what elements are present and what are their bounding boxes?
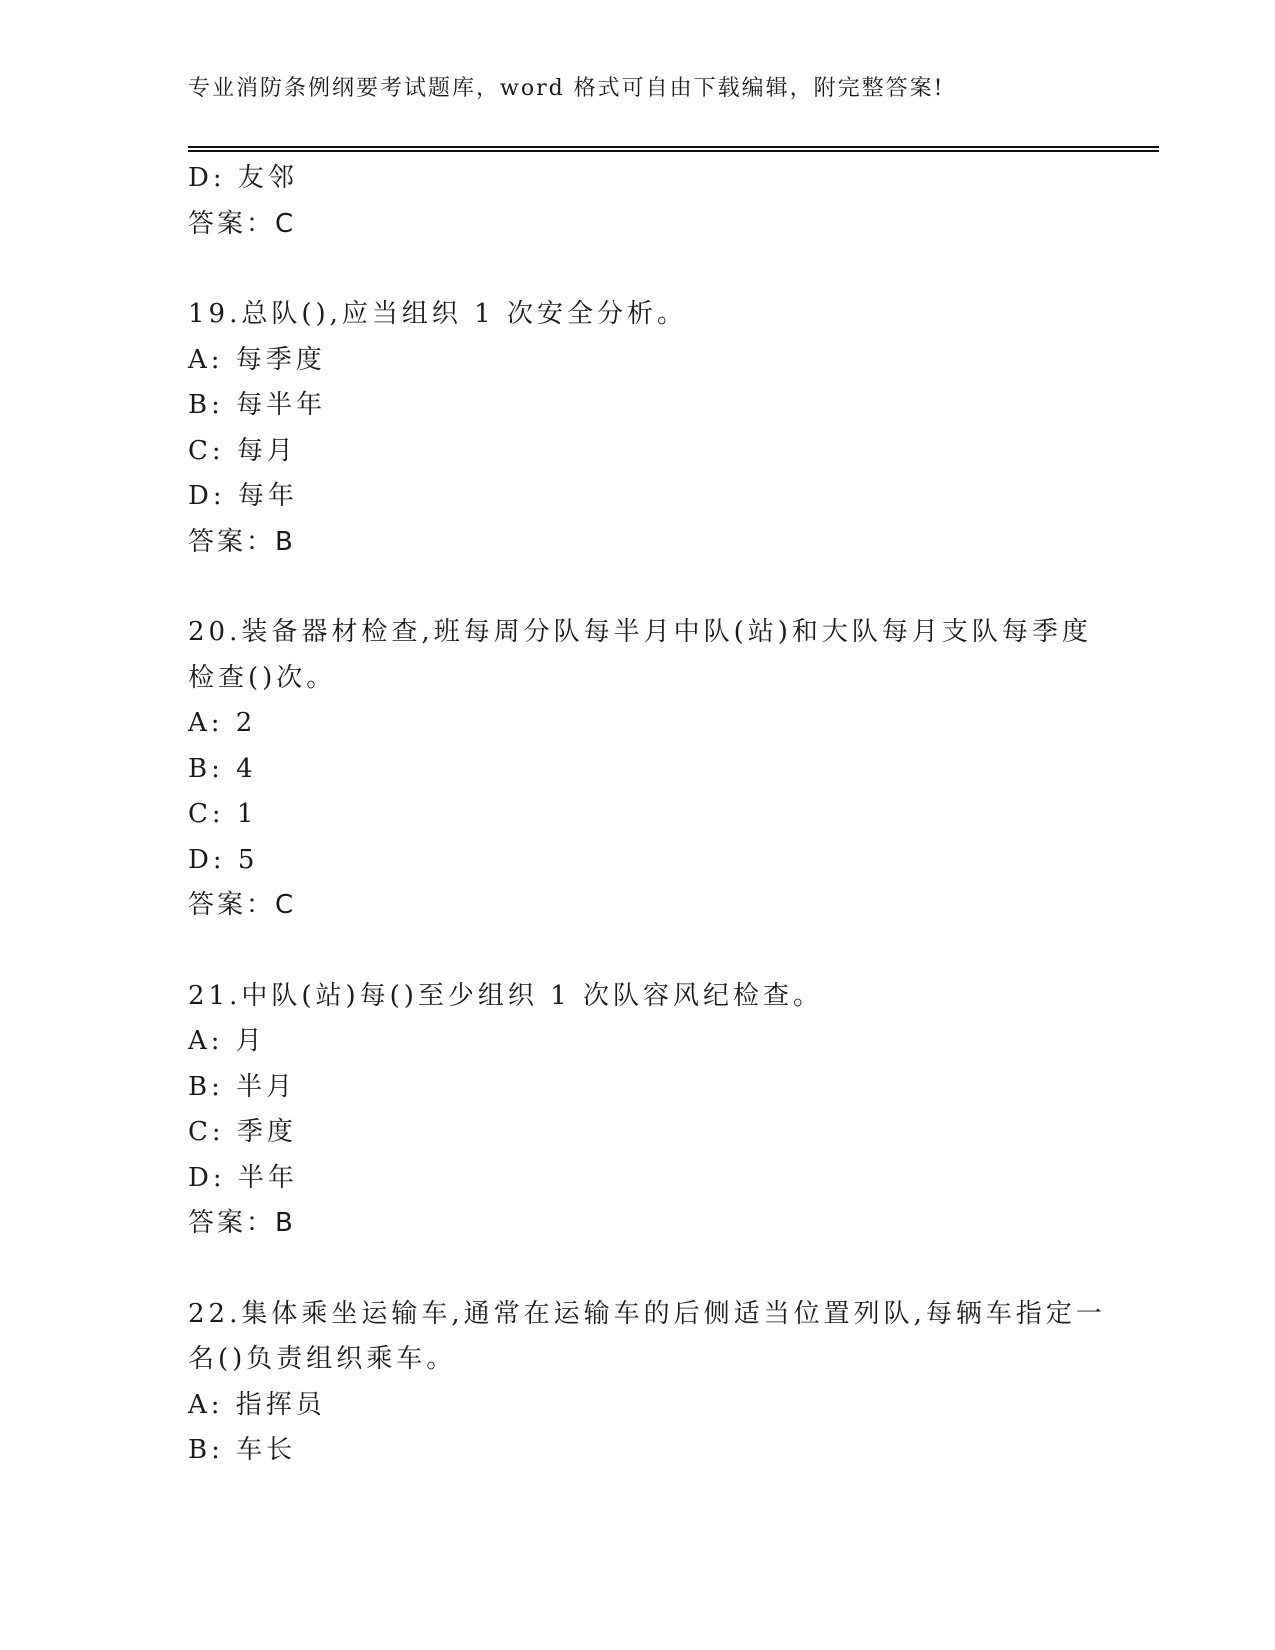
option-d: D: 半年 xyxy=(188,1162,298,1193)
document-body xyxy=(188,156,1106,1474)
question-stem-continued: 检查()次。 xyxy=(188,662,337,693)
option-c: C: 季度 xyxy=(188,1117,297,1147)
question-stem: 22.集体乘坐运输车,通常在运输车的后侧适当位置列队,每辆车指定一 xyxy=(188,1298,1106,1329)
option-d: D: 5 xyxy=(188,844,259,875)
header-divider xyxy=(188,146,1159,152)
question-stem-continued: 名()负责组织乘车。 xyxy=(188,1344,457,1374)
question-19 xyxy=(188,292,1088,565)
option-a: A: 指挥员 xyxy=(188,1389,326,1420)
question-stem: 21.中队(站)每()至少组织 1 次队容风纪检查。 xyxy=(188,980,823,1011)
option-b: B: 半月 xyxy=(188,1071,297,1102)
answer: 答案：B xyxy=(188,526,296,557)
option-b: B: 4 xyxy=(188,753,257,784)
option-b: B: 车长 xyxy=(188,1435,297,1465)
question-20 xyxy=(188,610,1092,929)
answer: 答案：C xyxy=(188,890,297,920)
question-22 xyxy=(188,1292,1106,1474)
prev-answer: 答案：C xyxy=(188,208,297,239)
question-21 xyxy=(188,974,1088,1247)
question-stem: 20.装备器材检查,班每周分队每半月中队(站)和大队每月支队每季度 xyxy=(188,617,1092,647)
option-a: A: 2 xyxy=(188,708,257,738)
option-b: B: 每半年 xyxy=(188,390,327,420)
option-a: A: 每季度 xyxy=(188,344,326,375)
option-d: D: 每年 xyxy=(188,481,298,511)
option-c: C: 每月 xyxy=(188,435,297,466)
page-header: 专业消防条例纲要考试题库，word 格式可自由下载编辑，附完整答案! xyxy=(188,76,945,101)
option-c: C: 1 xyxy=(188,799,258,829)
prev-option-d: D: 友邻 xyxy=(188,163,298,193)
question-stem: 19.总队(),应当组织 1 次安全分析。 xyxy=(188,299,687,329)
option-a: A: 月 xyxy=(188,1026,266,1056)
answer: 答案：B xyxy=(188,1208,296,1238)
